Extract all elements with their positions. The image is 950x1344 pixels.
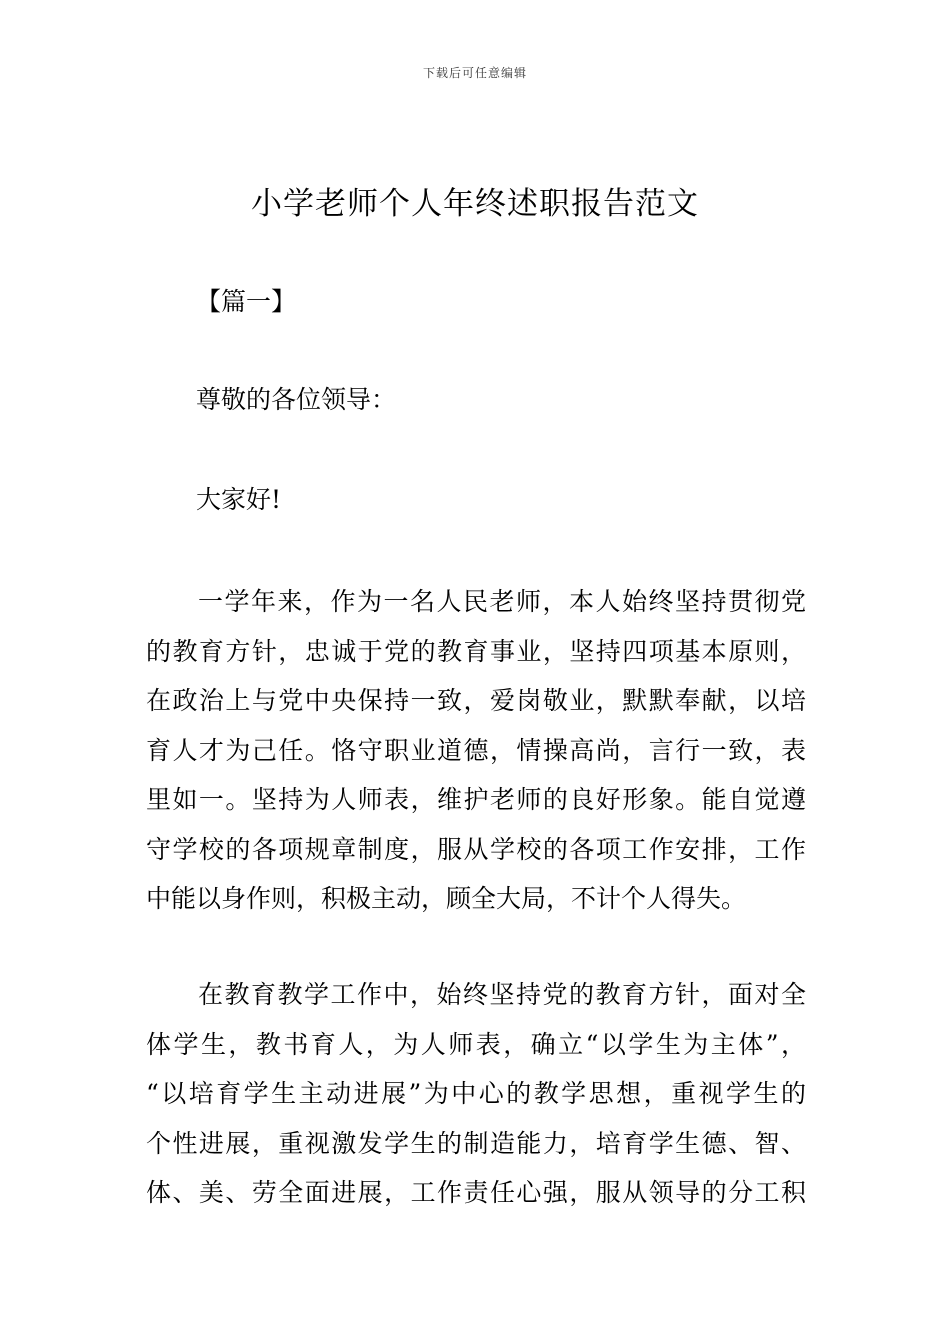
paragraph-line: 体学生，教书育人，为人师表，确立“以学生为主体”， <box>146 1029 806 1059</box>
paragraph-line: 在教育教学工作中，始终坚持党的教育方针，面对全 <box>198 980 806 1009</box>
paragraph-line: 守学校的各项规章制度，服从学校的各项工作安排，工作 <box>146 834 806 864</box>
document-title: 小学老师个人年终述职报告范文 <box>251 186 699 222</box>
paragraph-line: 育人才为己任。恪守职业道德，情操高尚，言行一致，表 <box>146 735 806 765</box>
paragraph-line: 的教育方针，忠诚于党的教育事业，坚持四项基本原则， <box>146 636 806 666</box>
paragraph-line: 个性进展，重视激发学生的制造能力，培育学生德、智、 <box>146 1128 806 1158</box>
salutation: 尊敬的各位领导： <box>196 385 397 414</box>
paragraph-2 <box>146 970 806 1218</box>
paragraph-line: 一学年来，作为一名人民老师，本人始终坚持贯彻党 <box>198 587 806 616</box>
paragraph-line: 在政治上与党中央保持一致，爱岗敬业，默默奉献，以培 <box>146 686 806 715</box>
header-note: 下载后可任意编辑 <box>422 66 527 80</box>
paragraph-line: 里如一。坚持为人师表，维护老师的良好形象。能自觉遵 <box>146 785 806 814</box>
greeting: 大家好! <box>196 485 282 514</box>
section-label: 【篇一】 <box>196 287 297 316</box>
paragraph-line: 中能以身作则，积极主动，顾全大局，不计个人得失。 <box>146 884 747 913</box>
paragraph-1 <box>146 577 806 924</box>
paragraph-line: “以培育学生主动进展”为中心的教学思想，重视学生的 <box>146 1079 806 1108</box>
paragraph-line: 体、美、劳全面进展，工作责任心强，服从领导的分工积 <box>146 1178 806 1207</box>
